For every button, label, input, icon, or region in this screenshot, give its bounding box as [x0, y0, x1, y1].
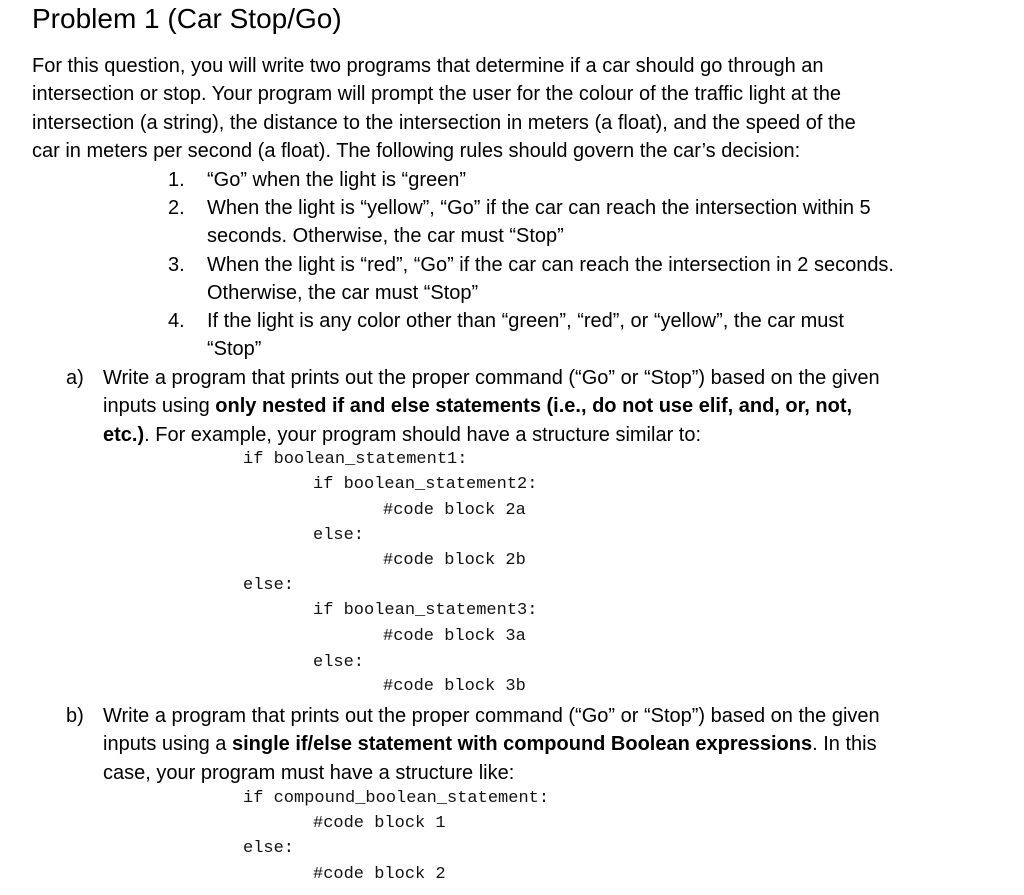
code-line: #code block 2b: [383, 551, 526, 570]
rule-text: [207, 307, 844, 364]
code-line: #code block 3b: [383, 677, 526, 696]
code-line: #code block 1: [313, 814, 446, 833]
code-line: if boolean_statement3:: [313, 601, 538, 620]
bold-run: single if/else statement with compound Boolean expressions: [231, 733, 813, 756]
code-line: else:: [243, 839, 295, 858]
part-b-line-3: case, your program must have a structure like:: [103, 761, 515, 784]
rule-line: If the light is any color other than “green”, “red”, or “yellow”, the car must: [207, 310, 844, 332]
bold-run: etc.): [103, 423, 145, 446]
rule-text: [207, 194, 871, 251]
code-line: else:: [313, 653, 365, 672]
intro-line: For this question, you will write two programs that determine if a car should go through an: [32, 55, 824, 77]
rule-text: [207, 166, 466, 194]
part-b-line-1: Write a program that prints out the proper command (“Go” or “Stop”) based on the given: [103, 705, 880, 727]
code-line: if compound_boolean_statement:: [243, 789, 550, 808]
code-line: else:: [313, 526, 365, 545]
code-line: #code block 2a: [383, 501, 526, 520]
rule-line: “Stop”: [207, 338, 262, 361]
rule-number: 4.: [168, 310, 185, 332]
rule-line: seconds. Otherwise, the car must “Stop”: [207, 225, 564, 248]
intro-paragraph: [32, 52, 1022, 165]
text-run: inputs using: [103, 395, 216, 418]
rule-number: 2.: [168, 197, 185, 219]
rule-number: 3.: [168, 254, 185, 276]
part-b-label: b): [66, 705, 84, 727]
intro-line: car in meters per second (a float). The following rules should govern the car’s decision:: [32, 139, 801, 162]
rule-line: When the light is “red”, “Go” if the car can reach the intersection in 2 seconds.: [207, 254, 894, 276]
text-run: . In this: [812, 733, 877, 756]
part-a-text: [103, 364, 880, 449]
part-a-line-1: Write a program that prints out the proper command (“Go” or “Stop”) based on the given: [103, 367, 880, 389]
text-run: inputs using a: [103, 733, 232, 756]
code-line: else:: [243, 576, 295, 595]
bold-run: only nested if and else statements (i.e., do not use elif, and, or, not,: [215, 395, 853, 418]
part-a-line-2: [103, 392, 880, 420]
rule-text: [207, 251, 894, 308]
part-b-line-2: [103, 730, 880, 758]
text-run: . For example, your program should have a structure similar to:: [144, 423, 702, 446]
intro-line: intersection or stop. Your program will prompt the user for the colour of the traffic light at the: [32, 83, 841, 106]
rule-number: 1.: [168, 169, 185, 191]
code-line: #code block 2: [313, 865, 446, 884]
intro-line: intersection (a string), the distance to the intersection in meters (a float), and the speed of the: [32, 111, 856, 134]
code-line: #code block 3a: [383, 627, 526, 646]
code-line: if boolean_statement2:: [313, 475, 538, 494]
rule-line: Otherwise, the car must “Stop”: [207, 282, 479, 305]
rule-line: When the light is “yellow”, “Go” if the car can reach the intersection within 5: [207, 197, 871, 219]
problem-title: Problem 1 (Car Stop/Go): [32, 3, 342, 34]
part-a-line-3: [103, 421, 880, 449]
part-a-label: a): [66, 367, 84, 389]
part-b-text: [103, 702, 880, 787]
code-line: if boolean_statement1:: [243, 450, 468, 469]
rule-line: “Go” when the light is “green”: [207, 169, 467, 191]
